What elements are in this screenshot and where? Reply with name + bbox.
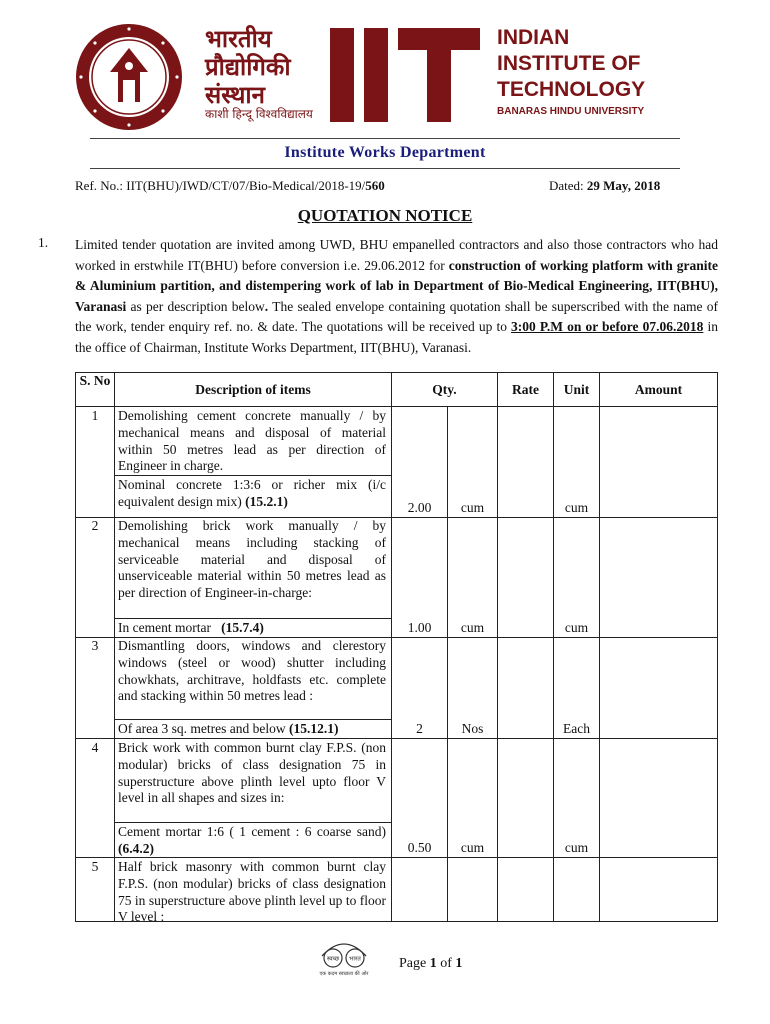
header-unit: Unit: [563, 382, 590, 397]
institute-seal-logo: [74, 22, 184, 132]
header-divider-top: [90, 138, 680, 139]
swachh-bharat-logo: [308, 934, 380, 978]
item-5-description: Half brick masonry with common burnt clay F.P.S. (non modular) bricks of class designation 75 in superstructure above plinth level up to floor V level :: [118, 859, 386, 925]
item-3-sub: Of area 3 sq. metres and below (15.12.1): [118, 721, 339, 736]
item-2-description: Demolishing brick work manually / by mechanical means including stacking of serviceable material and disposal of unserviceable material within 50 metres lead as per direction of Engineer-in-charge:: [118, 518, 386, 601]
english-title-line-3: TECHNOLOGY: [497, 78, 646, 101]
col-line-right: [717, 372, 718, 922]
english-subtitle: BANARAS HINDU UNIVERSITY: [497, 106, 645, 117]
item-4-qty-unit: cum: [460, 840, 485, 855]
reference-number: Ref. No.: IIT(BHU)/IWD/CT/07/Bio-Medical/2018-19/560: [75, 178, 385, 193]
table-border-top: [75, 372, 717, 373]
col-line-sno: [114, 372, 115, 922]
item-2-qty-unit: cum: [460, 620, 485, 635]
header-sno: S. No: [79, 373, 111, 388]
item-3-unit: Each: [563, 721, 590, 736]
stamp-word-2: भारत: [349, 955, 361, 963]
item-1-unit: cum: [564, 500, 589, 515]
header-qty: Qty.: [432, 382, 457, 397]
stamp-tagline: एक कदम स्वच्छता की ओर: [319, 971, 369, 977]
item-1-sno: 1: [91, 408, 99, 423]
sub-line-3: [114, 719, 391, 720]
item-3-qty-unit: Nos: [461, 721, 484, 736]
item-1-sub: Nominal concrete 1:3:6 or richer mix (i/c equivalent design mix) (15.2.1): [118, 477, 386, 509]
document-date: Dated: 29 May, 2018: [549, 178, 661, 193]
item-1-qty: 2.00: [407, 500, 432, 515]
notice-title: QUOTATION NOTICE: [297, 206, 473, 225]
page-number: Page 1 of 1: [399, 956, 463, 971]
header-divider-bottom: [90, 168, 680, 169]
hindi-title-line-2: प्रौद्योगिकी: [205, 53, 291, 81]
col-line-unit: [599, 372, 600, 922]
item-4-sno: 4: [91, 740, 99, 755]
department-name: Institute Works Department: [284, 144, 486, 161]
item-4-unit: cum: [564, 840, 589, 855]
col-line-qty: [497, 372, 498, 922]
paragraph-number: 1.: [38, 235, 49, 250]
item-2-sno: 2: [91, 518, 99, 533]
header-rate: Rate: [512, 382, 539, 397]
english-title-line-2: INSTITUTE OF: [497, 52, 641, 75]
item-4-description: Brick work with common burnt clay F.P.S. (non modular) bricks of class designation 75 in superstructure above plinth level upto floor V level in all shapes and sizes in:: [118, 740, 386, 806]
item-2-qty: 1.00: [407, 620, 432, 635]
item-1-qty-unit: cum: [460, 500, 485, 515]
english-title-line-1: INDIAN: [497, 26, 570, 49]
hindi-subtitle: काशी हिन्दू विश्वविद्यालय: [205, 107, 313, 121]
item-1-description: Demolishing cement concrete manually / by mechanical means and disposal of material within 50 metres lead as per direction of Engineer in charge.: [118, 408, 386, 474]
item-2-unit: cum: [564, 620, 589, 635]
row-line-3: [75, 738, 717, 739]
item-4-qty: 0.50: [407, 840, 432, 855]
sub-line-2: [114, 618, 391, 619]
notice-paragraph: Limited tender quotation are invited among UWD, BHU empanelled contractors and also those contractors who had worked in erstwhile IT(BHU) before conversion i.e. 29.06.2012 for construction of working platform with granite & Aluminium partition, and distempering work of lab in Department of Bio-Medical Engineering, IIT(BHU), Varanasi as per description below. The sealed envelope containing quotation shall be superscribed with the name of the work, tender enquiry ref. no. & date. The quotations will be received up to 3:00 P.M on or before 07.06.2018 in the office of Chairman, Institute Works Department, IIT(BHU), Varanasi.: [75, 237, 718, 355]
hindi-title-line-3: संस्थान: [205, 81, 265, 109]
table-header-line: [75, 406, 717, 407]
hindi-title-line-1: भारतीय: [205, 25, 272, 53]
item-3-qty: 2: [416, 721, 423, 736]
stamp-word-1: स्वच्छ: [326, 955, 340, 963]
header-amount: Amount: [634, 382, 683, 397]
sub-line-4: [114, 822, 391, 823]
item-5-sno: 5: [91, 859, 99, 874]
item-2-sub: In cement mortar (15.7.4): [118, 620, 264, 635]
item-4-sub: Cement mortar 1:6 ( 1 cement : 6 coarse sand) (6.4.2): [118, 824, 386, 856]
item-3-description: Dismantling doors, windows and clerestory windows (steel or wood) shutter including chowkhats, architrave, holdfasts etc. complete and stacking within 50 metres lead :: [118, 638, 386, 704]
header-description: Description of items: [195, 382, 311, 397]
iit-logo-mark: [330, 28, 480, 122]
item-3-sno: 3: [91, 638, 99, 653]
